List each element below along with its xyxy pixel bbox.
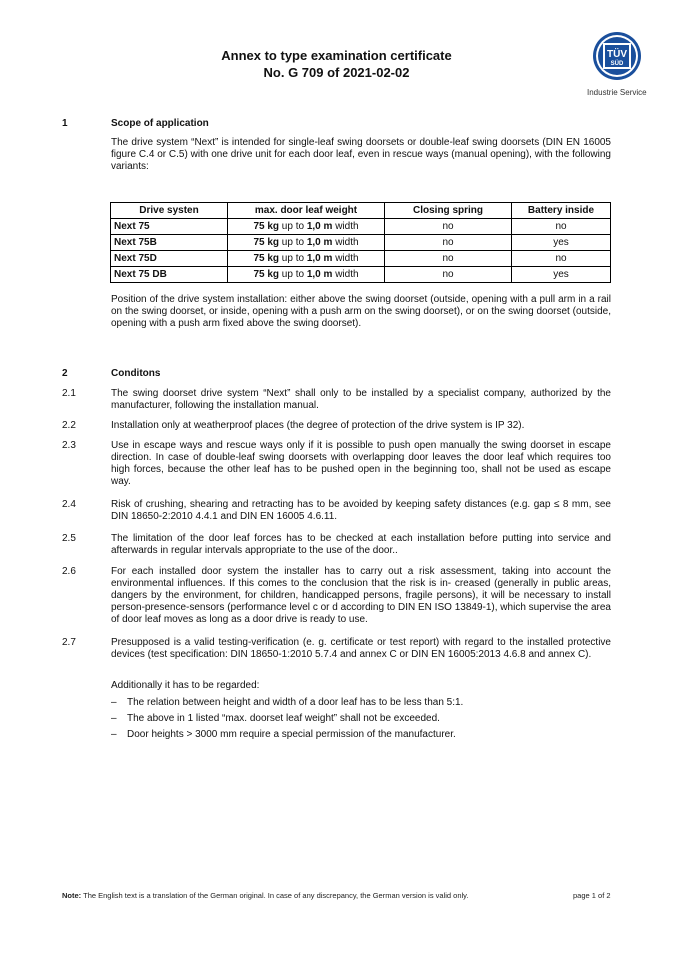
cell-system: Next 75B [111, 235, 228, 251]
tuv-sud-logo [592, 31, 642, 81]
section-1-number: 1 [62, 118, 68, 129]
item-text: Installation only at weatherproof places (the degree of protection of the drive system is IP 32). [111, 420, 525, 431]
cell-system: Next 75D [111, 251, 228, 267]
table-header-row [111, 203, 611, 219]
cell-battery: yes [512, 267, 611, 283]
section-2-heading: Conditons [111, 368, 161, 379]
additional-note: Additionally it has to be regarded: [111, 680, 260, 691]
cell-spring: no [385, 235, 512, 251]
item-number: 2.6 [62, 566, 76, 577]
logo-text-bottom: SÜD [610, 61, 624, 67]
list-item: – The relation between height and width of a door leaf has to be less than 5:1. [111, 697, 464, 708]
list-item: – The above in 1 listed “max. doorset leaf weight” shall not be exceeded. [111, 713, 440, 724]
cell-spring: no [385, 219, 512, 235]
item-number: 2.3 [62, 440, 76, 451]
cell-system: Next 75 [111, 219, 228, 235]
item-number: 2.5 [62, 533, 76, 544]
item-text: Use in escape ways and rescue ways only if it is possible to push open manually the swing doorset in escape direction. In case of double-leaf swing doorsets with overlapping door leaves the door leaf which requires too high forces, because the other leaf has to be pushed open in the beginning too, shall not be used as escape way. [111, 440, 611, 487]
page-number: page 1 of 2 [573, 891, 611, 900]
cell-weight: 75 kg up to 1,0 m width [228, 235, 385, 251]
certificate-number: No. G 709 of 2021-02-02 [263, 65, 410, 80]
item-number: 2.7 [62, 637, 76, 648]
item-text: Presupposed is a valid testing-verification (e. g. certificate or test report) with regard to the installed protective devices (test specification: DIN 18650-1:2010 5.7.4 and annex C or DIN EN 16005:2013 4.6.8 and annex C). [111, 637, 611, 660]
cell-system: Next 75 DB [111, 267, 228, 283]
table-row [111, 219, 611, 235]
list-item: – Door heights > 3000 mm require a special permission of the manufacturer. [111, 729, 456, 740]
logo-caption: Industrie Service [587, 88, 647, 97]
logo-text-top: TÜV [607, 49, 627, 60]
item-text: Risk of crushing, shearing and retracting has to be avoided by keeping safety distances (e.g. gap ≤ 8 mm, see DIN 18650-2:2010 4.4.1 and DIN EN 16005 4.6.11. [111, 499, 611, 522]
item-text: The swing doorset drive system “Next” shall only to be installed by a specialist company, authorized by the manufacturer, following the installation manual. [111, 388, 611, 411]
section-1-intro: The drive system “Next” is intended for single-leaf swing doorsets or double-leaf swing doorsets (DIN EN 16005 figure C.4 or C.5) with one drive unit for each door leaf, even in rescue ways (manual opening), with the following variants: [111, 137, 611, 172]
document-title: Annex to type examination certificate [221, 48, 452, 63]
table-row [111, 251, 611, 267]
table-row [111, 235, 611, 251]
section-1-heading: Scope of application [111, 118, 209, 129]
item-text: The limitation of the door leaf forces has to be checked at each installation before putting into service and afterwards in regular intervals appropriate to the use of the door.. [111, 533, 611, 556]
header-drive-system: Drive systen [111, 203, 228, 219]
cell-weight: 75 kg up to 1,0 m width [228, 267, 385, 283]
cell-battery: no [512, 219, 611, 235]
header-closing-spring: Closing spring [385, 203, 512, 219]
item-number: 2.1 [62, 388, 76, 399]
cell-weight: 75 kg up to 1,0 m width [228, 219, 385, 235]
header-max-weight: max. door leaf weight [228, 203, 385, 219]
footer-note: Note: The English text is a translation of the German original. In case of any discrepancy, the German version is valid only. [62, 891, 469, 900]
drive-system-table [110, 202, 611, 283]
cell-battery: yes [512, 235, 611, 251]
header-battery: Battery inside [512, 203, 611, 219]
item-number: 2.4 [62, 499, 76, 510]
cell-battery: no [512, 251, 611, 267]
cell-spring: no [385, 251, 512, 267]
item-text: For each installed door system the installer has to carry out a risk assessment, taking into account the environmental influences. If this comes to the conclusion that the risk is in- creased (generally in public areas, dangers by the environment, for children, handicapped persons, fragile persons), it will be necessary to install person-presence-sensors (performance level c or d according to DIN EN ISO 13849-1), which supervise the area of door leaf moves as long as a door drive is ready to use. [111, 566, 611, 625]
cell-weight: 75 kg up to 1,0 m width [228, 251, 385, 267]
item-number: 2.2 [62, 420, 76, 431]
table-row [111, 267, 611, 283]
cell-spring: no [385, 267, 512, 283]
position-text: Position of the drive system installation: either above the swing doorset (outside, opening with a pull arm in a rail on the swing doorset, or inside, opening with a push arm on the swing doorset), or on the swing doorset (outside, opening with a push arm fixed above the swing doorset). [111, 294, 611, 329]
section-2-number: 2 [62, 368, 68, 379]
